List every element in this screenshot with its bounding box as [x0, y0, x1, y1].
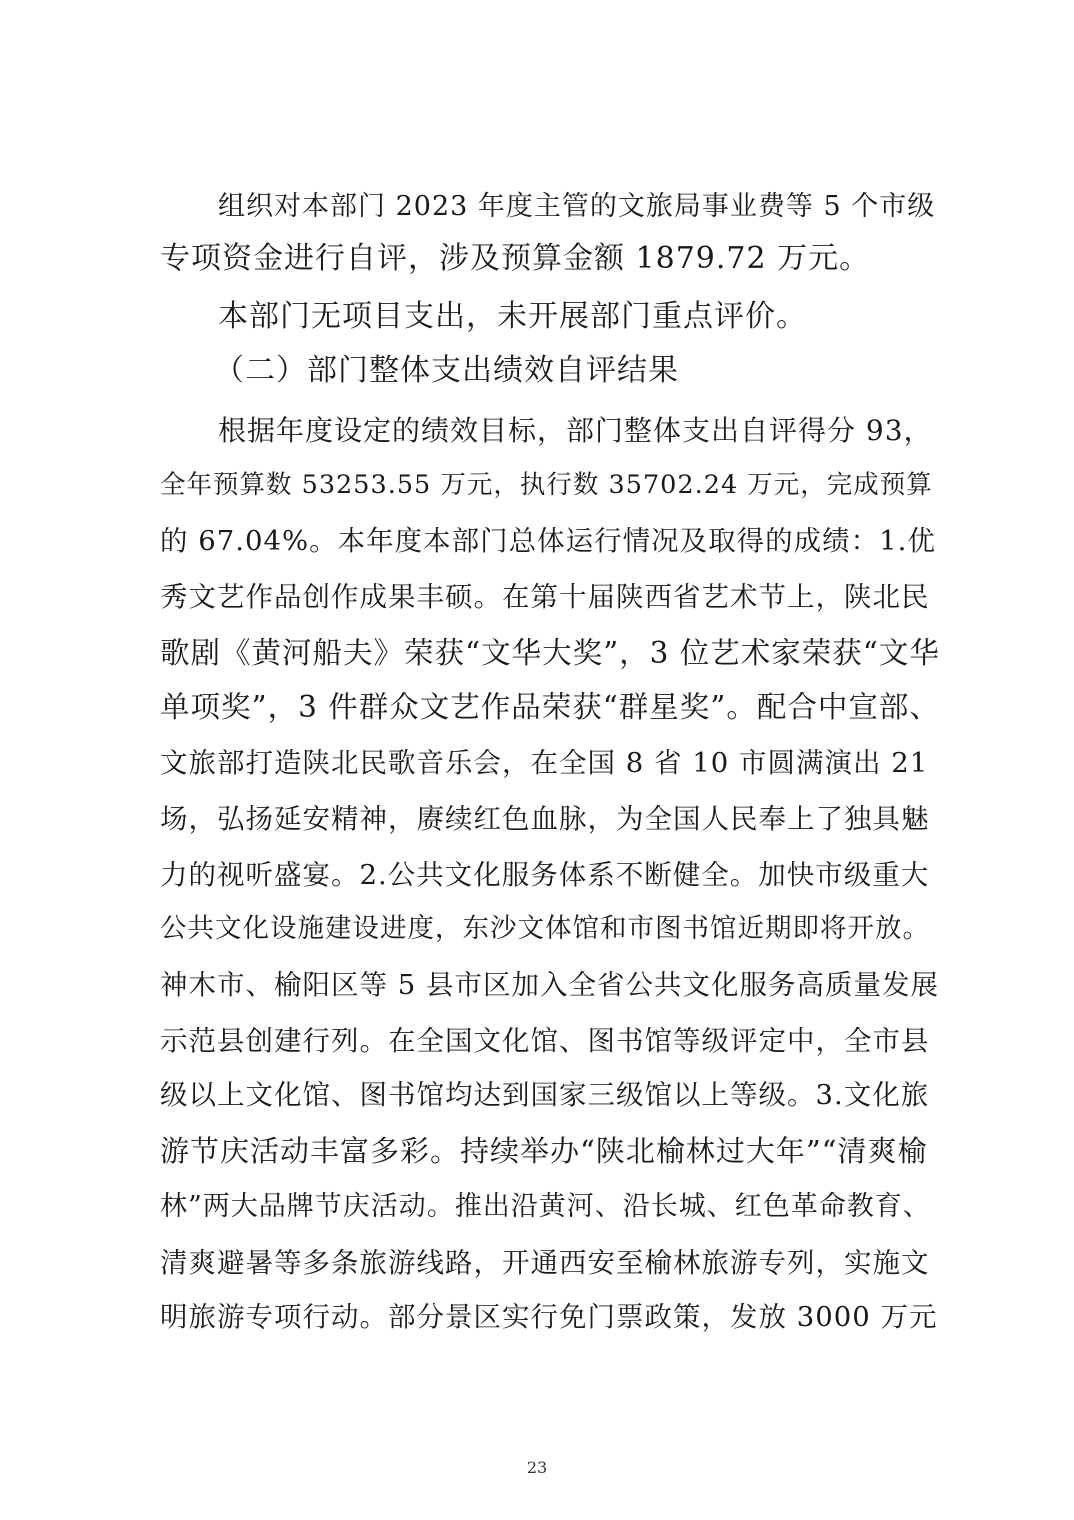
- paragraph-line: 单项奖”，3 件群众文艺作品荣获“群星奖”。配合中宣部、: [160, 690, 940, 724]
- paragraph-line: 全年预算数 53253.55 万元，执行数 35702.24 万元，完成预算: [160, 470, 933, 500]
- paragraph-line: 明旅游专项行动。部分景区实行免门票政策，发放 3000 万元: [160, 1301, 938, 1333]
- paragraph-line: 秀文艺作品创作成果丰硕。在第十届陕西省艺术节上，陕北民: [160, 581, 930, 613]
- paragraph-line: 组织对本部门 2023 年度主管的文旅局事业费等 5 个市级: [218, 191, 936, 222]
- paragraph-line: 神木市、榆阳区等 5 县市区加入全省公共文化服务高质量发展: [160, 969, 939, 1001]
- paragraph-line: 清爽避暑等多条旅游线路，开通西安至榆林旅游专列，实施文: [160, 1247, 930, 1279]
- paragraph-line: 根据年度设定的绩效目标，部门整体支出自评得分 93，: [218, 414, 933, 447]
- paragraph-line: 公共文化设施建设进度，东沙文体馆和市图书馆近期即将开放。: [160, 913, 930, 944]
- paragraph-line: 本部门无项目支出，未开展部门重点评价。: [218, 299, 807, 334]
- paragraph-line: 场，弘扬延安精神，赓续红色血脉，为全国人民奉上了独具魅: [160, 803, 930, 835]
- paragraph-line: 林”两大品牌节庆活动。推出沿黄河、沿长城、红色革命教育、: [160, 1191, 931, 1222]
- paragraph-line: 歌剧《黄河船夫》荣获“文华大奖”，3 位艺术家荣获“文华: [160, 636, 940, 670]
- paragraph-line: 文旅部打造陕北民歌音乐会，在全国 8 省 10 市圆满演出 21: [160, 747, 929, 779]
- paragraph-line: 专项资金进行自评，涉及预算金额 1879.72 万元。: [160, 241, 871, 276]
- paragraph-line: 游节庆活动丰富多彩。持续举办“陕北榆林过大年”“清爽榆: [160, 1134, 928, 1168]
- page-number: 23: [526, 1458, 548, 1477]
- paragraph-line: 力的视听盛宴。2.公共文化服务体系不断健全。加快市级重大: [160, 859, 930, 891]
- paragraph-line: 的 67.04%。本年度本部门总体运行情况及取得的成绩：1.优: [160, 525, 936, 557]
- paragraph-line: 示范县创建行列。在全国文化馆、图书馆等级评定中，全市县: [160, 1025, 930, 1057]
- section-heading: （二）部门整体支出绩效自评结果: [214, 353, 679, 388]
- paragraph-line: 级以上文化馆、图书馆均达到国家三级馆以上等级。3.文化旅: [160, 1079, 930, 1111]
